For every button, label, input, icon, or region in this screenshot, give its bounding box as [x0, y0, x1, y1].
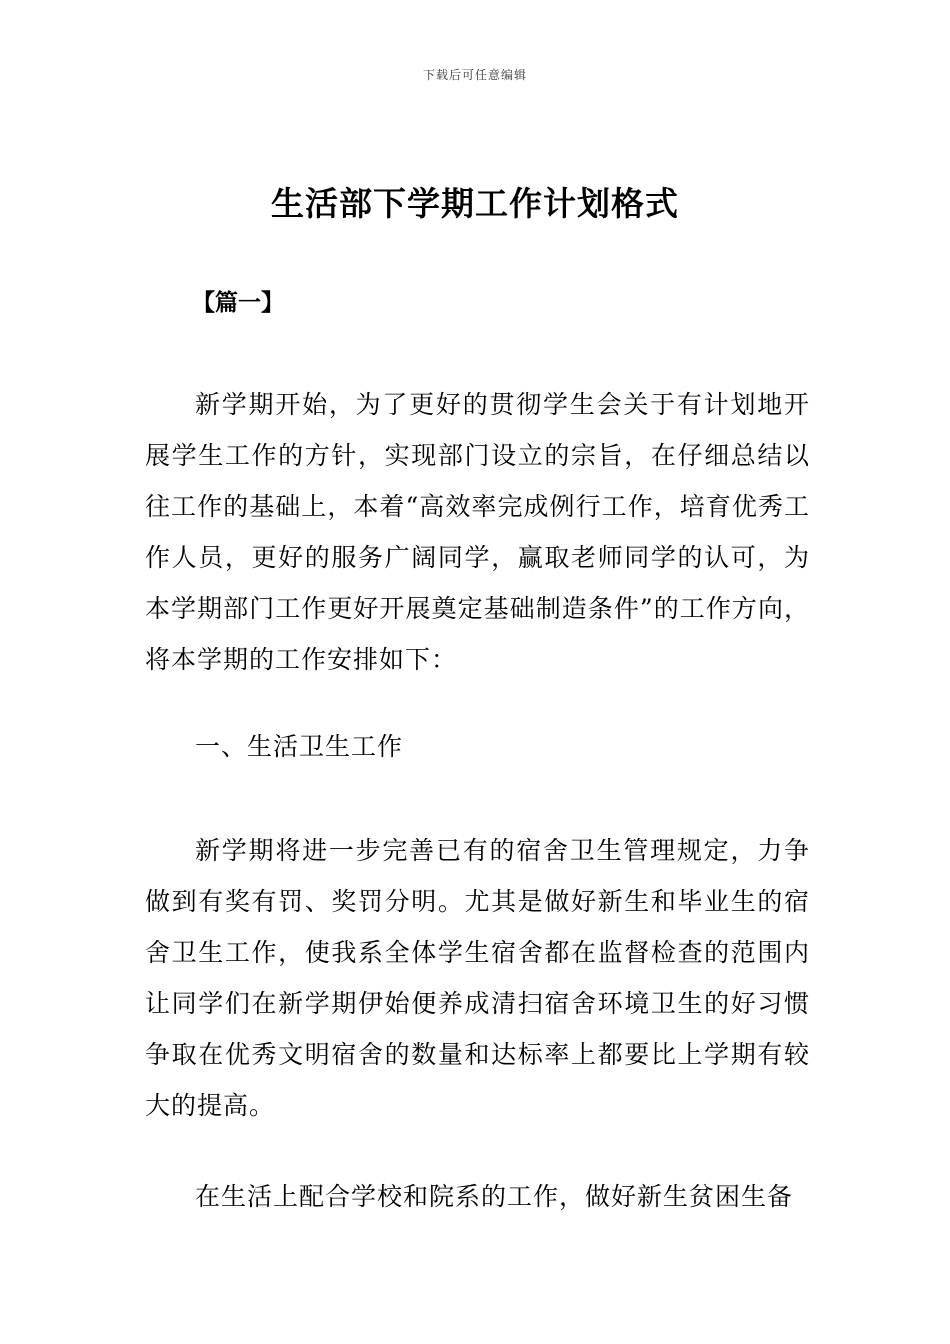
header-note: 下载后可任意编辑 [422, 68, 527, 82]
section-heading-hygiene: 一、生活卫生工作 [195, 732, 404, 761]
intro-paragraph: 新学期开始，为了更好的贯彻学生会关于有计划地开展学生工作的方针，实现部门设立的宗旨，在仔细总结以往工作的基础上，本着“高效率完成例行工作，培育优秀工作人员，更好的服务广阔同学，赢取老师同学的认可，为本学期部门工作更好开展奠定基础制造条件”的工作方向，将本学期的工作安排如下： [145, 390, 810, 674]
document-title: 生活部下学期工作计划格式 [271, 184, 679, 223]
section-label: 【篇一】 [192, 290, 284, 316]
hygiene-paragraph: 新学期将进一步完善已有的宿舍卫生管理规定，力争做到有奖有罚、奖罚分明。尤其是做好新生和毕业生的宿舍卫生工作，使我系全体学生宿舍都在监督检查的范围内让同学们在新学期伊始便养成清扫宿舍环境卫生的好习惯争取在优秀文明宿舍的数量和达标率上都要比上学期有较大的提高。 [145, 836, 810, 1120]
life-support-paragraph: 在生活上配合学校和院系的工作，做好新生贫困生备 [195, 1182, 794, 1211]
